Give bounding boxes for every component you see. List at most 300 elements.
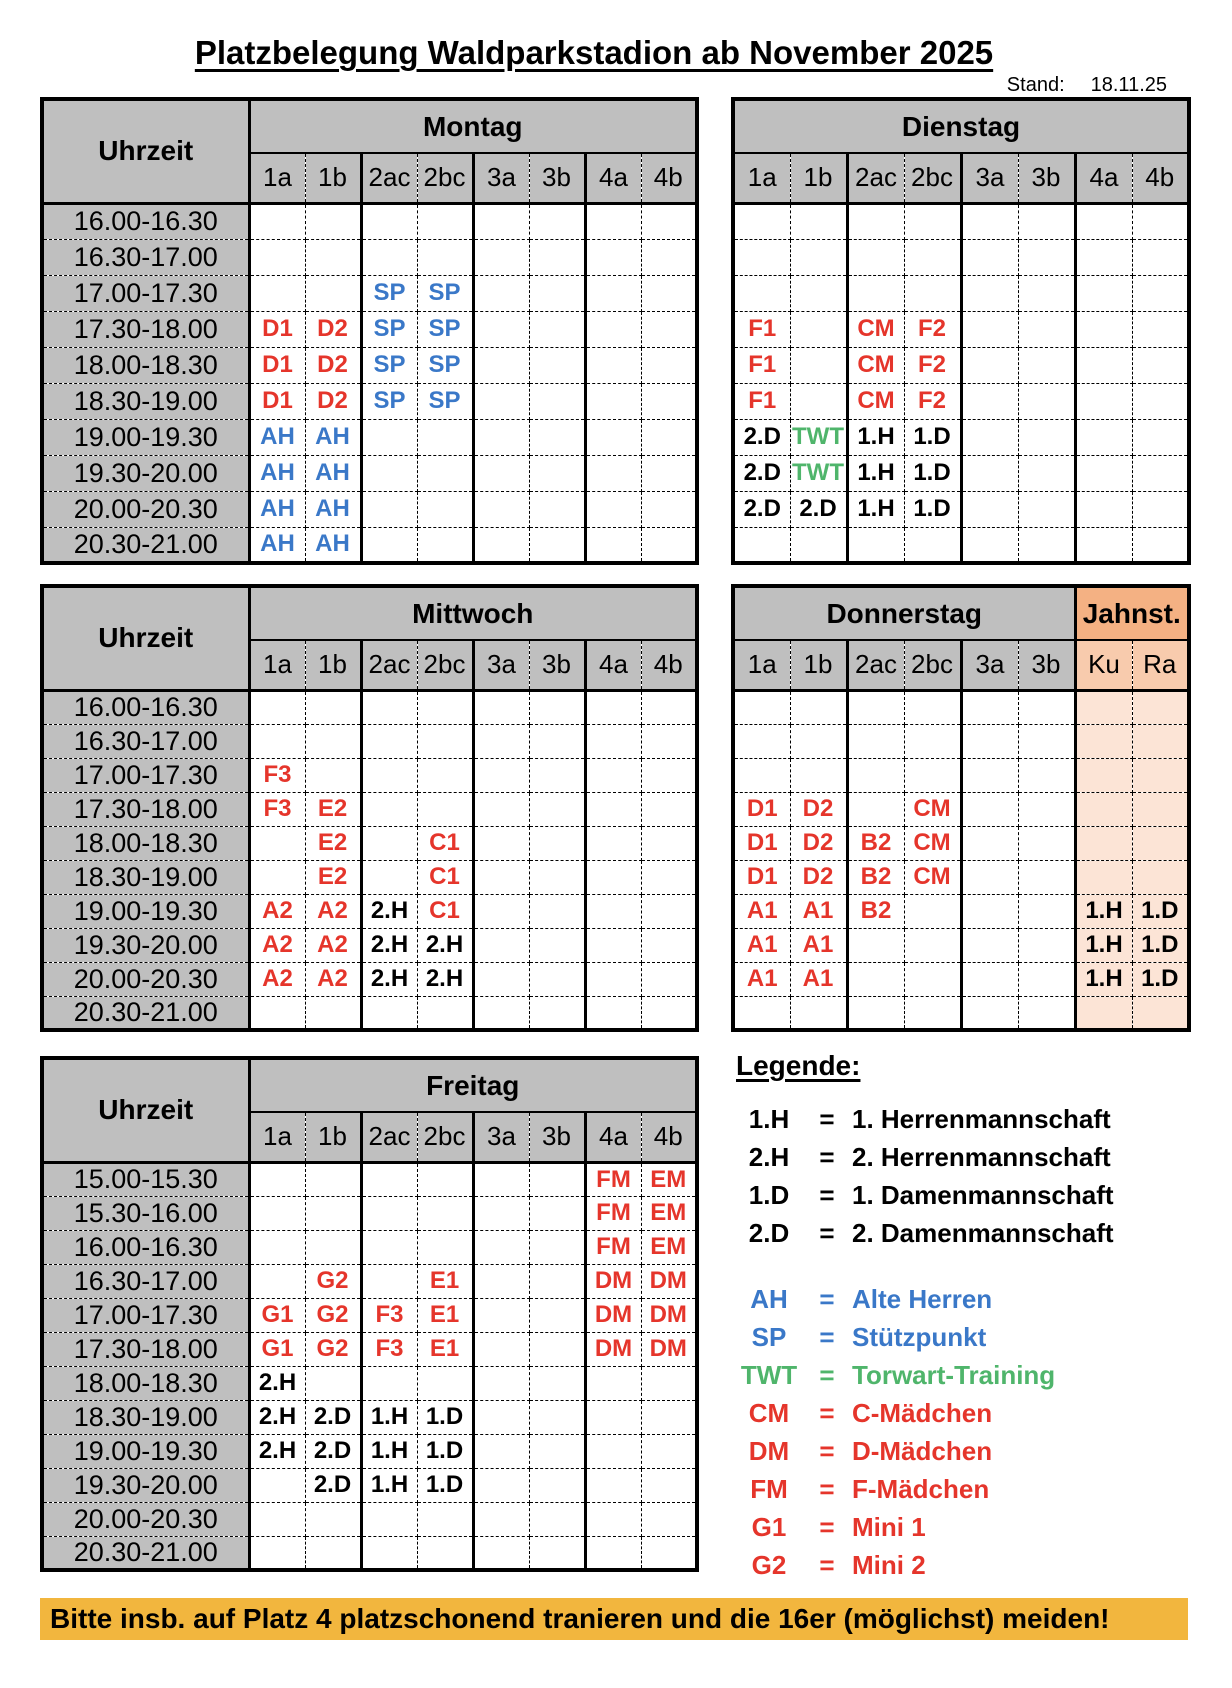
schedule-cell xyxy=(641,419,697,455)
schedule-cell xyxy=(529,792,585,826)
schedule-cell: TWT xyxy=(790,455,847,491)
column-header: 1b xyxy=(305,640,361,690)
legend-equals: = xyxy=(819,1397,835,1428)
schedule-cell xyxy=(585,724,641,758)
schedule-cell xyxy=(529,239,585,275)
schedule-cell: 1.D xyxy=(417,1434,473,1468)
legend-row xyxy=(736,1470,1114,1508)
column-header: 2ac xyxy=(361,153,417,203)
schedule-row xyxy=(733,203,1189,239)
schedule-cell xyxy=(1132,792,1189,826)
column-header: 4a xyxy=(585,640,641,690)
schedule-cell xyxy=(961,894,1018,928)
schedule-cell xyxy=(473,928,529,962)
schedule-cell: F1 xyxy=(733,383,790,419)
schedule-cell xyxy=(790,239,847,275)
schedule-cell: AH xyxy=(305,527,361,563)
schedule-cell xyxy=(1132,826,1189,860)
schedule-cell xyxy=(790,311,847,347)
schedule-cell: C1 xyxy=(417,826,473,860)
schedule-cell xyxy=(473,1196,529,1230)
schedule-cell xyxy=(904,894,961,928)
schedule-cell xyxy=(585,962,641,996)
schedule-cell xyxy=(790,383,847,419)
legend-row xyxy=(736,1214,1114,1252)
column-header: 2ac xyxy=(847,153,904,203)
schedule-cell xyxy=(641,758,697,792)
schedule-cell xyxy=(1018,860,1075,894)
schedule-cell xyxy=(1132,311,1189,347)
schedule-cell xyxy=(529,1230,585,1264)
legend-name: 2. Damenmannschaft xyxy=(852,1217,1114,1248)
schedule-cell xyxy=(529,1502,585,1536)
schedule-cell xyxy=(1075,203,1132,239)
schedule-cell xyxy=(641,1366,697,1400)
schedule-row xyxy=(42,724,697,758)
schedule-cell: CM xyxy=(847,311,904,347)
schedule-cell xyxy=(361,527,417,563)
schedule-cell xyxy=(473,527,529,563)
schedule-row xyxy=(42,1162,697,1196)
schedule-cell xyxy=(961,275,1018,311)
schedule-cell xyxy=(961,527,1018,563)
schedule-cell: E2 xyxy=(305,792,361,826)
schedule-cell xyxy=(1018,455,1075,491)
schedule-cell xyxy=(473,894,529,928)
schedule-cell xyxy=(585,1502,641,1536)
column-header: 3a xyxy=(473,640,529,690)
schedule-cell: 1.D xyxy=(904,491,961,527)
schedule-cell: DM xyxy=(585,1264,641,1298)
day-title: Freitag xyxy=(249,1058,697,1112)
schedule-cell xyxy=(790,758,847,792)
schedule-row xyxy=(733,758,1189,792)
schedule-cell xyxy=(904,962,961,996)
schedule-cell xyxy=(904,758,961,792)
column-header: 2bc xyxy=(417,1112,473,1162)
schedule-cell xyxy=(361,1366,417,1400)
schedule-cell xyxy=(361,491,417,527)
time-cell: 17.30-18.00 xyxy=(42,1332,249,1366)
schedule-cell: 2.D xyxy=(305,1434,361,1468)
schedule-cell xyxy=(529,1536,585,1570)
schedule-cell xyxy=(305,239,361,275)
schedule-cell: CM xyxy=(904,826,961,860)
column-header: 4b xyxy=(641,640,697,690)
schedule-cell xyxy=(529,1468,585,1502)
time-column-header: Uhrzeit xyxy=(42,99,249,203)
schedule-cell xyxy=(529,1434,585,1468)
schedule-cell xyxy=(847,239,904,275)
time-cell: 16.30-17.00 xyxy=(42,239,249,275)
schedule-cell: 2.D xyxy=(790,491,847,527)
schedule-cell xyxy=(904,690,961,724)
stand-date: 18.11.25 xyxy=(1090,74,1167,96)
schedule-cell: F3 xyxy=(249,792,305,826)
legend-row xyxy=(736,1546,1114,1584)
schedule-cell xyxy=(585,1468,641,1502)
schedule-cell xyxy=(585,239,641,275)
column-header: 3a xyxy=(961,153,1018,203)
schedule-cell: A1 xyxy=(733,962,790,996)
schedule-cell xyxy=(1132,491,1189,527)
schedule-cell: SP xyxy=(361,383,417,419)
schedule-cell: F2 xyxy=(904,383,961,419)
schedule-cell xyxy=(417,724,473,758)
legend-row xyxy=(736,1318,1114,1356)
schedule-cell xyxy=(847,275,904,311)
schedule-cell xyxy=(904,996,961,1030)
schedule-cell xyxy=(790,527,847,563)
legend-name: 1. Herrenmannschaft xyxy=(852,1103,1111,1134)
schedule-row xyxy=(42,826,697,860)
schedule-cell xyxy=(473,419,529,455)
schedule-cell xyxy=(904,239,961,275)
schedule-cell: 1.H xyxy=(361,1434,417,1468)
schedule-cell: FM xyxy=(585,1196,641,1230)
schedule-cell: G2 xyxy=(305,1298,361,1332)
schedule-cell xyxy=(473,1502,529,1536)
schedule-cell: CM xyxy=(904,860,961,894)
schedule-cell xyxy=(473,491,529,527)
schedule-cell: CM xyxy=(904,792,961,826)
schedule-cell xyxy=(473,1536,529,1570)
schedule-row xyxy=(42,894,697,928)
schedule-cell: F1 xyxy=(733,347,790,383)
schedule-row xyxy=(733,928,1189,962)
schedule-cell xyxy=(417,527,473,563)
schedule-cell xyxy=(585,1434,641,1468)
schedule-cell xyxy=(961,311,1018,347)
schedule-cell xyxy=(417,203,473,239)
schedule-cell xyxy=(529,275,585,311)
schedule-cell xyxy=(529,928,585,962)
column-header: 1a xyxy=(733,153,790,203)
schedule-cell xyxy=(305,690,361,724)
legend-equals: = xyxy=(819,1435,835,1466)
schedule-row xyxy=(42,996,697,1030)
schedule-cell xyxy=(417,491,473,527)
schedule-cell xyxy=(961,690,1018,724)
schedule-cell xyxy=(473,1332,529,1366)
schedule-cell: 1.H xyxy=(847,491,904,527)
schedule-grid-donnerstag xyxy=(731,584,1191,1032)
schedule-grid-montag xyxy=(40,97,699,565)
schedule-cell: C1 xyxy=(417,894,473,928)
schedule-cell xyxy=(417,690,473,724)
schedule-cell xyxy=(361,690,417,724)
schedule-cell xyxy=(1018,491,1075,527)
legend-code: 1.D xyxy=(748,1179,790,1210)
schedule-cell: D2 xyxy=(305,383,361,419)
schedule-cell: 1.H xyxy=(1075,894,1132,928)
schedule-cell xyxy=(417,758,473,792)
schedule-cell xyxy=(529,860,585,894)
schedule-row xyxy=(733,347,1189,383)
schedule-cell: 1.H xyxy=(361,1400,417,1434)
schedule-cell xyxy=(305,724,361,758)
schedule-cell: A1 xyxy=(790,894,847,928)
schedule-cell xyxy=(361,996,417,1030)
legend-code: 2.H xyxy=(748,1141,790,1172)
schedule-cell xyxy=(847,962,904,996)
schedule-cell xyxy=(1018,419,1075,455)
schedule-cell: 1.H xyxy=(1075,962,1132,996)
schedule-row xyxy=(733,383,1189,419)
schedule-cell xyxy=(904,203,961,239)
time-cell: 20.00-20.30 xyxy=(42,962,249,996)
schedule-cell xyxy=(1132,690,1189,724)
time-cell: 20.00-20.30 xyxy=(42,1502,249,1536)
schedule-cell xyxy=(361,1162,417,1196)
schedule-cell xyxy=(473,1366,529,1400)
schedule-cell xyxy=(847,690,904,724)
schedule-cell xyxy=(305,996,361,1030)
schedule-cell xyxy=(529,962,585,996)
time-cell: 20.30-21.00 xyxy=(42,1536,249,1570)
jahnst-title: Jahnst. xyxy=(1075,586,1189,640)
time-cell: 18.00-18.30 xyxy=(42,1366,249,1400)
schedule-cell: E2 xyxy=(305,826,361,860)
column-header: 2bc xyxy=(904,640,961,690)
schedule-cell xyxy=(473,1230,529,1264)
schedule-cell xyxy=(585,928,641,962)
schedule-cell: 1.D xyxy=(1132,962,1189,996)
schedule-cell xyxy=(1018,311,1075,347)
schedule-cell: 2.D xyxy=(305,1468,361,1502)
schedule-cell xyxy=(249,1502,305,1536)
legend-row xyxy=(736,1432,1114,1470)
time-cell: 17.30-18.00 xyxy=(42,311,249,347)
schedule-cell xyxy=(585,894,641,928)
legend-equals: = xyxy=(819,1103,835,1134)
schedule-cell xyxy=(585,826,641,860)
column-header: 3b xyxy=(1018,153,1075,203)
legend-name: Mini 1 xyxy=(852,1511,926,1542)
schedule-row xyxy=(42,1468,697,1502)
schedule-cell xyxy=(249,826,305,860)
schedule-row xyxy=(42,758,697,792)
schedule-cell xyxy=(361,724,417,758)
schedule-cell xyxy=(249,1230,305,1264)
schedule-cell xyxy=(529,311,585,347)
schedule-cell xyxy=(847,792,904,826)
schedule-cell xyxy=(1075,690,1132,724)
schedule-cell xyxy=(1075,347,1132,383)
schedule-cell xyxy=(1075,758,1132,792)
schedule-cell xyxy=(249,860,305,894)
schedule-cell: B2 xyxy=(847,860,904,894)
schedule-cell xyxy=(473,996,529,1030)
column-header: 1b xyxy=(305,1112,361,1162)
schedule-row xyxy=(733,311,1189,347)
schedule-cell xyxy=(904,275,961,311)
schedule-cell xyxy=(1018,275,1075,311)
schedule-cell: EM xyxy=(641,1230,697,1264)
column-header: 2ac xyxy=(361,640,417,690)
schedule-cell: D2 xyxy=(790,792,847,826)
schedule-cell: D1 xyxy=(249,383,305,419)
column-header: 3b xyxy=(1018,640,1075,690)
schedule-cell xyxy=(361,1536,417,1570)
schedule-cell: SP xyxy=(361,275,417,311)
column-header: Ra xyxy=(1132,640,1189,690)
page-title: Platzbelegung Waldparkstadion ab November 2025 xyxy=(194,34,994,71)
schedule-cell: A1 xyxy=(733,928,790,962)
schedule-cell xyxy=(305,1230,361,1264)
day-title: Dienstag xyxy=(733,99,1189,153)
legend-equals: = xyxy=(819,1549,835,1580)
schedule-cell xyxy=(249,690,305,724)
schedule-cell xyxy=(473,1434,529,1468)
schedule-cell: E1 xyxy=(417,1332,473,1366)
schedule-cell xyxy=(1132,239,1189,275)
schedule-cell xyxy=(585,347,641,383)
schedule-cell: A2 xyxy=(305,928,361,962)
schedule-cell: E2 xyxy=(305,860,361,894)
schedule-cell xyxy=(249,275,305,311)
schedule-cell xyxy=(361,1264,417,1298)
time-cell: 17.00-17.30 xyxy=(42,758,249,792)
time-cell: 19.00-19.30 xyxy=(42,894,249,928)
schedule-cell xyxy=(473,826,529,860)
schedule-row xyxy=(42,1196,697,1230)
schedule-cell xyxy=(1075,724,1132,758)
schedule-cell: G1 xyxy=(249,1332,305,1366)
schedule-cell: DM xyxy=(585,1332,641,1366)
schedule-cell xyxy=(1132,419,1189,455)
schedule-cell xyxy=(585,491,641,527)
schedule-cell xyxy=(641,1536,697,1570)
schedule-cell xyxy=(473,311,529,347)
schedule-cell xyxy=(1075,383,1132,419)
day-title: Donnerstag xyxy=(733,586,1075,640)
schedule-cell xyxy=(641,347,697,383)
schedule-cell xyxy=(473,1298,529,1332)
schedule-row xyxy=(42,1230,697,1264)
schedule-cell: AH xyxy=(249,491,305,527)
time-cell: 15.30-16.00 xyxy=(42,1196,249,1230)
time-cell: 19.30-20.00 xyxy=(42,928,249,962)
schedule-cell: D2 xyxy=(790,826,847,860)
schedule-cell xyxy=(473,792,529,826)
schedule-cell: CM xyxy=(847,347,904,383)
schedule-cell xyxy=(585,792,641,826)
schedule-cell: DM xyxy=(585,1298,641,1332)
schedule-cell: 1.D xyxy=(1132,928,1189,962)
schedule-cell xyxy=(529,455,585,491)
schedule-cell: SP xyxy=(361,347,417,383)
schedule-cell: EM xyxy=(641,1162,697,1196)
schedule-cell xyxy=(961,383,1018,419)
schedule-cell: AH xyxy=(249,527,305,563)
schedule-row xyxy=(733,491,1189,527)
schedule-cell xyxy=(904,928,961,962)
time-column-header: Uhrzeit xyxy=(42,586,249,690)
column-header: 3a xyxy=(473,153,529,203)
schedule-cell xyxy=(961,239,1018,275)
column-header: 4a xyxy=(1075,153,1132,203)
schedule-cell xyxy=(529,383,585,419)
schedule-row xyxy=(42,1502,697,1536)
column-header: 2bc xyxy=(904,153,961,203)
column-header: 3a xyxy=(961,640,1018,690)
time-cell: 16.30-17.00 xyxy=(42,1264,249,1298)
schedule-cell: A2 xyxy=(249,894,305,928)
schedule-cell xyxy=(1018,724,1075,758)
legend-code: G1 xyxy=(751,1511,787,1542)
schedule-row xyxy=(733,239,1189,275)
schedule-cell xyxy=(529,724,585,758)
schedule-cell xyxy=(473,203,529,239)
schedule-cell xyxy=(1018,758,1075,792)
schedule-cell: 1.D xyxy=(417,1468,473,1502)
schedule-cell xyxy=(305,1536,361,1570)
legend-code: TWT xyxy=(740,1359,798,1390)
schedule-cell: 2.D xyxy=(733,491,790,527)
legend-name: Torwart-Training xyxy=(852,1359,1056,1390)
schedule-cell: C1 xyxy=(417,860,473,894)
schedule-row xyxy=(42,203,697,239)
schedule-cell xyxy=(641,239,697,275)
schedule-row xyxy=(733,419,1189,455)
schedule-cell xyxy=(641,383,697,419)
time-cell: 19.30-20.00 xyxy=(42,1468,249,1502)
schedule-cell xyxy=(305,1196,361,1230)
schedule-cell: 1.D xyxy=(904,455,961,491)
schedule-cell: TWT xyxy=(790,419,847,455)
schedule-cell: 1.D xyxy=(1132,894,1189,928)
schedule-cell: SP xyxy=(417,383,473,419)
column-header: 4a xyxy=(585,1112,641,1162)
schedule-cell xyxy=(585,527,641,563)
schedule-row xyxy=(42,1536,697,1570)
schedule-cell xyxy=(790,724,847,758)
schedule-cell xyxy=(847,527,904,563)
legend-equals: = xyxy=(819,1283,835,1314)
schedule-cell: D1 xyxy=(733,792,790,826)
schedule-cell xyxy=(249,996,305,1030)
schedule-cell xyxy=(305,1502,361,1536)
legend xyxy=(736,1050,1114,1584)
schedule-cell xyxy=(417,1366,473,1400)
schedule-cell xyxy=(249,1162,305,1196)
schedule-cell xyxy=(417,1502,473,1536)
legend-code: SP xyxy=(751,1321,787,1352)
schedule-cell: 2.D xyxy=(733,419,790,455)
legend-name: Mini 2 xyxy=(852,1549,926,1580)
schedule-cell xyxy=(1018,996,1075,1030)
schedule-cell: DM xyxy=(641,1332,697,1366)
schedule-cell xyxy=(961,758,1018,792)
schedule-row xyxy=(42,792,697,826)
schedule-cell xyxy=(585,860,641,894)
schedule-cell: D1 xyxy=(733,826,790,860)
schedule-cell: 1.D xyxy=(417,1400,473,1434)
column-header: 4b xyxy=(641,1112,697,1162)
schedule-cell xyxy=(529,758,585,792)
schedule-cell xyxy=(529,826,585,860)
legend-equals: = xyxy=(819,1179,835,1210)
schedule-cell xyxy=(733,690,790,724)
schedule-cell: FM xyxy=(585,1162,641,1196)
schedule-cell xyxy=(961,347,1018,383)
time-cell: 16.00-16.30 xyxy=(42,1230,249,1264)
schedule-cell: A1 xyxy=(790,962,847,996)
schedule-cell: E1 xyxy=(417,1298,473,1332)
schedule-cell: D2 xyxy=(305,347,361,383)
schedule-row xyxy=(42,1332,697,1366)
